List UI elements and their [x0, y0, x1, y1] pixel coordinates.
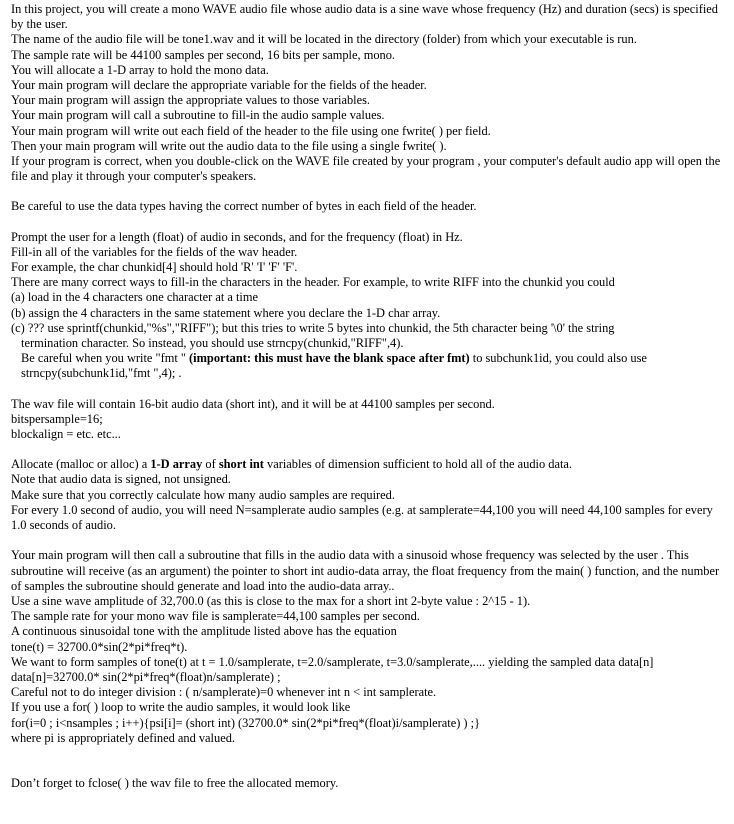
subroutine-line-1: Your main program will then call a subroutine that fills in the audio data with a sinusoid whose frequency was selected by the user . This subroutine will receive (as an argument) the pointer to short int audio-data array, the float frequency from the main( ) function, and the number of samples the subroutine should generate and load into the audio-data array..	[11, 548, 720, 593]
intro-line-10: If your program is correct, when you double-click on the WAVE file created by your program , your computer's default audio app will open the file and play it through your computer's speakers.	[11, 154, 721, 184]
subroutine-section	[11, 548, 728, 746]
subroutine-line-3: The sample rate for your mono wav file is samplerate=44,100 samples per second.	[11, 609, 420, 624]
subroutine-line-4: A continuous sinusoidal tone with the amplitude listed above has the equation	[11, 624, 397, 639]
intro-line-8: Your main program will write out each field of the header to the file using one fwrite( ) per field.	[11, 123, 491, 138]
subroutine-line-6: We want to form samples of tone(t) at t = 1.0/samplerate, t=2.0/samplerate, t=3.0/samplerate,.... yielding the sampled data data[n]	[11, 654, 654, 669]
for-loop-code: for(i=0 ; i<nsamples ; i++){psi[i]= (short int) (32700.0* sin(2*pi*freq*(float)i/samplerate) ) ;}	[11, 715, 481, 730]
option-b: (b) assign the 4 characters in the same statement where you declare the 1-D char array.	[11, 305, 441, 320]
subroutine-line-11: where pi is appropriately defined and valued.	[11, 730, 235, 745]
prompt-line-4: There are many correct ways to fill-in the characters in the header. For example, to write RIFF into the chunkid you could	[11, 275, 615, 290]
alloc-section	[11, 457, 728, 533]
option-c-line-1: (c) ??? use sprintf(chunkid,"%s","RIFF"); but this tries to write 5 bytes into chunkid, the 5th character being '\0' the string	[11, 320, 615, 335]
alloc-mid: of	[202, 457, 219, 472]
prompt-section	[11, 230, 728, 382]
alloc-line-4: For every 1.0 second of audio, you will need N=samplerate audio samples (e.g. at samplerate=44,100 you will need 44,100 samples for every 1.0 seconds of audio.	[11, 502, 713, 533]
wav-info-line-3: blockalign = etc. etc...	[11, 427, 121, 442]
intro-line-5: Your main program will declare the appropriate variable for the fields of the header.	[11, 78, 427, 93]
tone-equation: tone(t) = 32700.0*sin(2*pi*freq*t).	[11, 639, 188, 654]
intro-line-2: The name of the audio file will be tone1.wav and it will be located in the directory (folder) from which your executable is run.	[11, 32, 637, 47]
fmt-note	[11, 351, 728, 366]
intro-line-6: Your main program will assign the appropriate values to those variables.	[11, 93, 371, 108]
wav-info-line-1: The wav file will contain 16-bit audio data (short int), and it will be at 44100 samples per second.	[11, 396, 495, 411]
intro-section	[11, 2, 728, 184]
alloc-bold-short-int: short int	[218, 457, 264, 472]
alloc-post: variables of dimension sufficient to hold all of the audio data.	[263, 457, 572, 472]
prompt-line-3: For example, the char chunkid[4] should hold 'R' 'I' 'F' 'F'.	[11, 260, 298, 275]
fmt-note-bold: (important: this must have the blank space after fmt)	[189, 351, 470, 366]
fmt-note-line-2: strncpy(subchunk1id,"fmt ",4); .	[21, 366, 182, 381]
alloc-pre: Allocate (malloc or alloc) a	[11, 457, 151, 472]
prompt-line-2: Fill-in all of the variables for the fields of the wav header.	[11, 244, 298, 259]
closing-note: Don’t forget to fclose( ) the wav file to free the allocated memory.	[11, 775, 339, 790]
sampled-equation: data[n]=32700.0* sin(2*pi*freq*(float)n/samplerate) ;	[11, 669, 281, 684]
alloc-bold-array: 1-D array	[150, 457, 203, 472]
intro-line-1: In this project, you will create a mono WAVE audio file whose audio data is a sine wave whose frequency (Hz) and duration (secs) is specified by the user.	[11, 2, 718, 32]
alloc-line-2: Note that audio data is signed, not unsigned.	[11, 472, 231, 487]
intro-line-3: The sample rate will be 44100 samples per second, 16 bits per sample, mono.	[11, 47, 396, 62]
option-c-line-2: termination character. So instead, you should use strncpy(chunkid,"RIFF",4).	[21, 336, 404, 351]
subroutine-line-8: Careful not to do integer division : ( n/samplerate)=0 whenever int n < int samplerate.	[11, 685, 437, 700]
fmt-note-pre: Be careful when you write "fmt "	[21, 351, 190, 366]
fmt-note-post: to subchunk1id, you could also use	[469, 351, 647, 366]
alloc-line-3: Make sure that you correctly calculate how many audio samples are required.	[11, 487, 395, 502]
wav-info-line-2: bitspersample=16;	[11, 411, 103, 426]
wav-info-section	[11, 397, 728, 443]
intro-line-9: Then your main program will write out the audio data to the file using a single fwrite( ).	[11, 138, 447, 153]
intro-line-7: Your main program will call a subroutine to fill-in the audio sample values.	[11, 108, 385, 123]
careful-types-note: Be careful to use the data types having the correct number of bytes in each field of the header.	[11, 199, 477, 214]
intro-line-4: You will allocate a 1-D array to hold the mono data.	[11, 62, 269, 77]
alloc-line-1	[11, 457, 728, 472]
subroutine-line-2: Use a sine wave amplitude of 32,700.0 (as this is close to the max for a short int 2-byte value : 2^15 - 1).	[11, 593, 531, 608]
option-a: (a) load in the 4 characters one character at a time	[11, 290, 258, 305]
subroutine-line-9: If you use a for( ) loop to write the audio samples, it would look like	[11, 700, 351, 715]
prompt-line-1: Prompt the user for a length (float) of audio in seconds, and for the frequency (float) in Hz.	[11, 229, 463, 244]
